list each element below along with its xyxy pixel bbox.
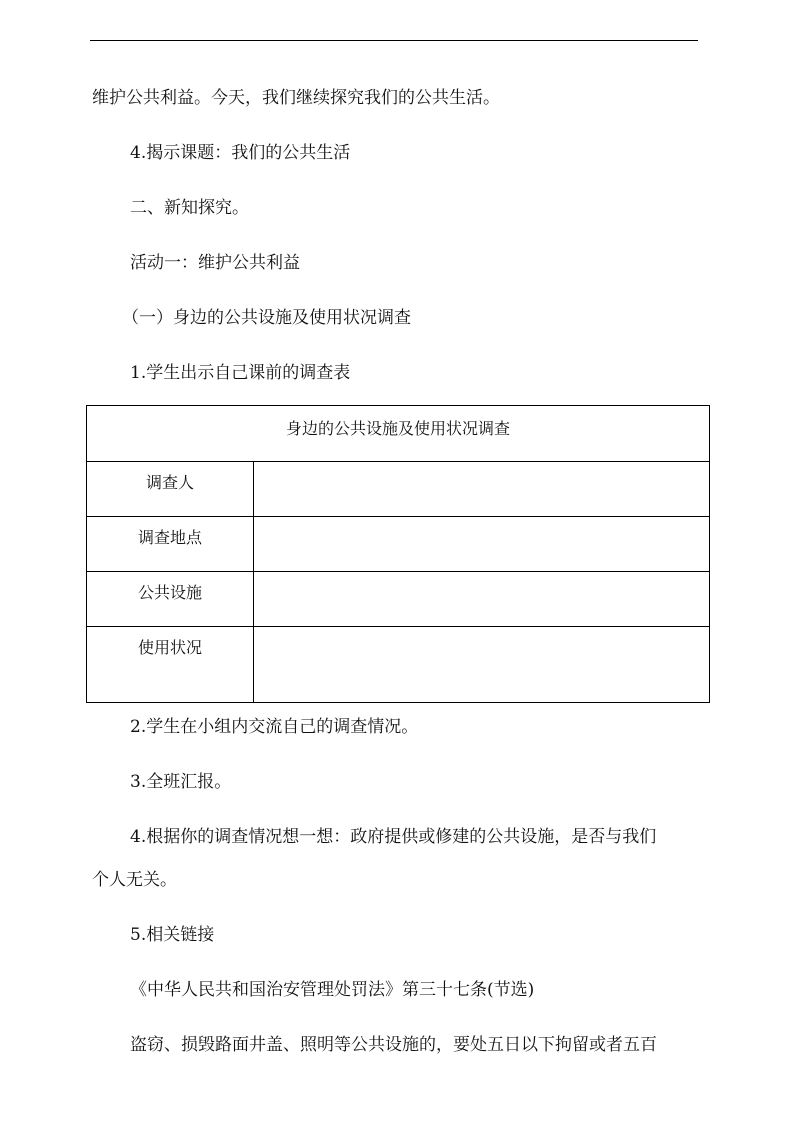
paragraph-step-2: 2.学生在小组内交流自己的调查情况。: [130, 717, 419, 737]
row-label-usage: 使用状况: [137, 638, 202, 657]
activity-heading: 活动一：维护公共利益: [130, 253, 300, 273]
table-value-cell: [254, 627, 710, 703]
law-text: 盗窃、损毁路面井盖、照明等公共设施的，要处五日以下拘留或者五百: [130, 1035, 657, 1055]
paragraph-step-1: 1.学生出示自己课前的调查表: [130, 363, 351, 383]
paragraph-step-4-continued: 个人无关。: [92, 870, 177, 890]
law-citation: 《中华人民共和国治安管理处罚法》第三十七条(节选): [130, 980, 535, 1000]
paragraph-step-4: 4.根据你的调查情况想一想：政府提供或修建的公共设施，是否与我们: [130, 827, 657, 847]
table-row: [87, 572, 710, 627]
table-row: [87, 627, 710, 703]
table-value-cell: [254, 572, 710, 627]
table-row: [87, 462, 710, 517]
paragraph-step-5: 5.相关链接: [130, 925, 215, 945]
table-label-cell: [87, 517, 254, 572]
row-label-facility: 公共设施: [137, 583, 202, 602]
subsection-heading: （一）身边的公共设施及使用状况调查: [122, 308, 411, 328]
paragraph-continuation: 维护公共利益。今天，我们继续探究我们的公共生活。: [92, 88, 500, 108]
table-title-cell: [87, 406, 710, 462]
paragraph-step-3: 3.全班汇报。: [130, 772, 232, 792]
survey-table: [86, 405, 710, 703]
paragraph-topic: 4.揭示课题：我们的公共生活: [130, 143, 351, 163]
table-label-cell: [87, 462, 254, 517]
table-value-cell: [254, 517, 710, 572]
table-label-cell: [87, 627, 254, 703]
header-rule: [90, 40, 698, 41]
row-label-surveyor: 调查人: [145, 473, 194, 492]
table-label-cell: [87, 572, 254, 627]
section-heading: 二、新知探究。: [130, 198, 249, 218]
table-value-cell: [254, 462, 710, 517]
row-label-location: 调查地点: [137, 528, 202, 547]
table-title: 身边的公共设施及使用状况调查: [285, 419, 510, 438]
table-row: [87, 517, 710, 572]
